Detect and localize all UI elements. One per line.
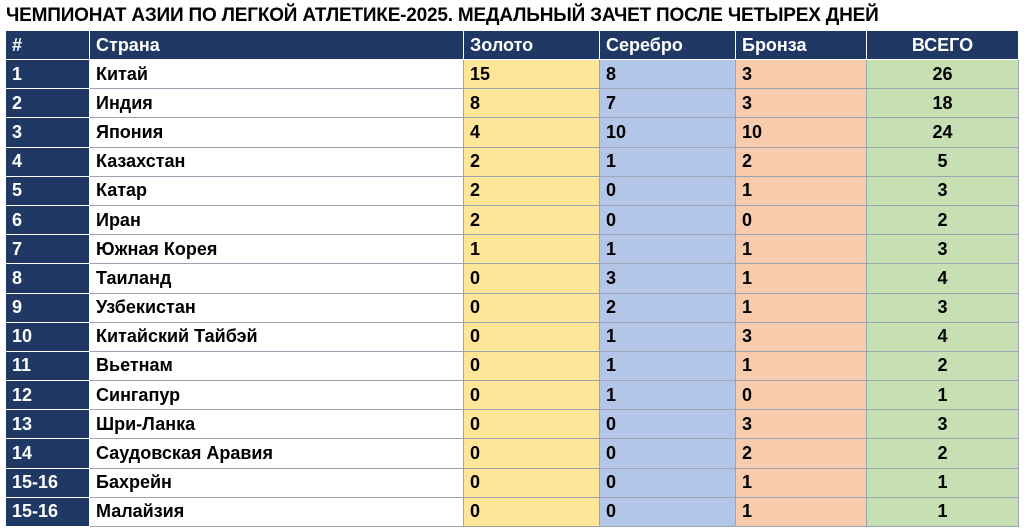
gold-cell: 2: [464, 147, 600, 176]
medal-table-header: [6, 31, 1019, 60]
rank-cell: 13: [6, 410, 90, 439]
rank-cell: 8: [6, 264, 90, 293]
gold-cell: 15: [464, 60, 600, 89]
header-gold: Золото: [464, 31, 600, 60]
bronze-cell: 3: [736, 89, 867, 118]
bronze-cell: 2: [736, 439, 867, 468]
silver-cell: 0: [600, 468, 736, 497]
total-cell: 1: [867, 497, 1019, 526]
country-cell: Япония: [90, 118, 464, 147]
total-cell: 3: [867, 176, 1019, 205]
header-country: Страна: [90, 31, 464, 60]
country-cell: Вьетнам: [90, 351, 464, 380]
silver-cell: 1: [600, 381, 736, 410]
table-row: [6, 60, 1019, 89]
silver-cell: 10: [600, 118, 736, 147]
total-cell: 4: [867, 322, 1019, 351]
bronze-cell: 0: [736, 381, 867, 410]
rank-cell: 9: [6, 293, 90, 322]
total-cell: 18: [867, 89, 1019, 118]
table-row: [6, 439, 1019, 468]
bronze-cell: 3: [736, 410, 867, 439]
gold-cell: 2: [464, 205, 600, 234]
bronze-cell: 0: [736, 205, 867, 234]
bronze-cell: 10: [736, 118, 867, 147]
gold-cell: 0: [464, 439, 600, 468]
header-silver: Серебро: [600, 31, 736, 60]
table-row: [6, 176, 1019, 205]
rank-cell: 11: [6, 351, 90, 380]
table-row: [6, 147, 1019, 176]
header-total: ВСЕГО: [867, 31, 1019, 60]
silver-cell: 1: [600, 235, 736, 264]
total-cell: 3: [867, 410, 1019, 439]
total-cell: 2: [867, 205, 1019, 234]
bronze-cell: 1: [736, 264, 867, 293]
total-cell: 1: [867, 468, 1019, 497]
country-cell: Бахрейн: [90, 468, 464, 497]
country-cell: Малайзия: [90, 497, 464, 526]
rank-cell: 5: [6, 176, 90, 205]
silver-cell: 0: [600, 205, 736, 234]
rank-cell: 3: [6, 118, 90, 147]
total-cell: 2: [867, 439, 1019, 468]
total-cell: 5: [867, 147, 1019, 176]
total-cell: 4: [867, 264, 1019, 293]
silver-cell: 2: [600, 293, 736, 322]
gold-cell: 0: [464, 322, 600, 351]
gold-cell: 0: [464, 351, 600, 380]
country-cell: Китай: [90, 60, 464, 89]
bronze-cell: 3: [736, 60, 867, 89]
table-row: [6, 89, 1019, 118]
gold-cell: 0: [464, 410, 600, 439]
country-cell: Казахстан: [90, 147, 464, 176]
country-cell: Южная Корея: [90, 235, 464, 264]
silver-cell: 0: [600, 497, 736, 526]
country-cell: Саудовская Аравия: [90, 439, 464, 468]
gold-cell: 0: [464, 381, 600, 410]
header-row: [6, 31, 1019, 60]
table-row: [6, 468, 1019, 497]
rank-cell: 15-16: [6, 497, 90, 526]
silver-cell: 8: [600, 60, 736, 89]
gold-cell: 2: [464, 176, 600, 205]
country-cell: Сингапур: [90, 381, 464, 410]
bronze-cell: 1: [736, 468, 867, 497]
gold-cell: 0: [464, 468, 600, 497]
country-cell: Иран: [90, 205, 464, 234]
bronze-cell: 3: [736, 322, 867, 351]
total-cell: 3: [867, 293, 1019, 322]
page-title: ЧЕМПИОНАТ АЗИИ ПО ЛЕГКОЙ АТЛЕТИКЕ-2025. МЕДАЛЬНЫЙ ЗАЧЕТ ПОСЛЕ ЧЕТЫРЕХ ДНЕЙ: [6, 5, 879, 26]
silver-cell: 0: [600, 176, 736, 205]
silver-cell: 1: [600, 322, 736, 351]
silver-cell: 0: [600, 439, 736, 468]
header-bronze: Бронза: [736, 31, 867, 60]
total-cell: 26: [867, 60, 1019, 89]
total-cell: 3: [867, 235, 1019, 264]
table-row: [6, 235, 1019, 264]
rank-cell: 1: [6, 60, 90, 89]
country-cell: Узбекистан: [90, 293, 464, 322]
silver-cell: 7: [600, 89, 736, 118]
table-row: [6, 205, 1019, 234]
table-row: [6, 497, 1019, 526]
table-row: [6, 118, 1019, 147]
country-cell: Китайский Тайбэй: [90, 322, 464, 351]
rank-cell: 7: [6, 235, 90, 264]
silver-cell: 1: [600, 351, 736, 380]
bronze-cell: 1: [736, 176, 867, 205]
total-cell: 2: [867, 351, 1019, 380]
bronze-cell: 2: [736, 147, 867, 176]
country-cell: Индия: [90, 89, 464, 118]
table-row: [6, 264, 1019, 293]
rank-cell: 14: [6, 439, 90, 468]
table-row: [6, 381, 1019, 410]
table-row: [6, 351, 1019, 380]
table-row: [6, 322, 1019, 351]
bronze-cell: 1: [736, 351, 867, 380]
table-row: [6, 293, 1019, 322]
country-cell: Таиланд: [90, 264, 464, 293]
gold-cell: 4: [464, 118, 600, 147]
medal-table: [5, 30, 1019, 527]
rank-cell: 10: [6, 322, 90, 351]
gold-cell: 0: [464, 264, 600, 293]
bronze-cell: 1: [736, 293, 867, 322]
rank-cell: 4: [6, 147, 90, 176]
silver-cell: 0: [600, 410, 736, 439]
rank-cell: 15-16: [6, 468, 90, 497]
gold-cell: 8: [464, 89, 600, 118]
total-cell: 24: [867, 118, 1019, 147]
header-rank: #: [6, 31, 90, 60]
rank-cell: 2: [6, 89, 90, 118]
country-cell: Катар: [90, 176, 464, 205]
gold-cell: 0: [464, 293, 600, 322]
silver-cell: 3: [600, 264, 736, 293]
country-cell: Шри-Ланка: [90, 410, 464, 439]
bronze-cell: 1: [736, 235, 867, 264]
gold-cell: 1: [464, 235, 600, 264]
medal-table-body: [6, 60, 1019, 527]
silver-cell: 1: [600, 147, 736, 176]
bronze-cell: 1: [736, 497, 867, 526]
total-cell: 1: [867, 381, 1019, 410]
rank-cell: 6: [6, 205, 90, 234]
rank-cell: 12: [6, 381, 90, 410]
table-row: [6, 410, 1019, 439]
gold-cell: 0: [464, 497, 600, 526]
